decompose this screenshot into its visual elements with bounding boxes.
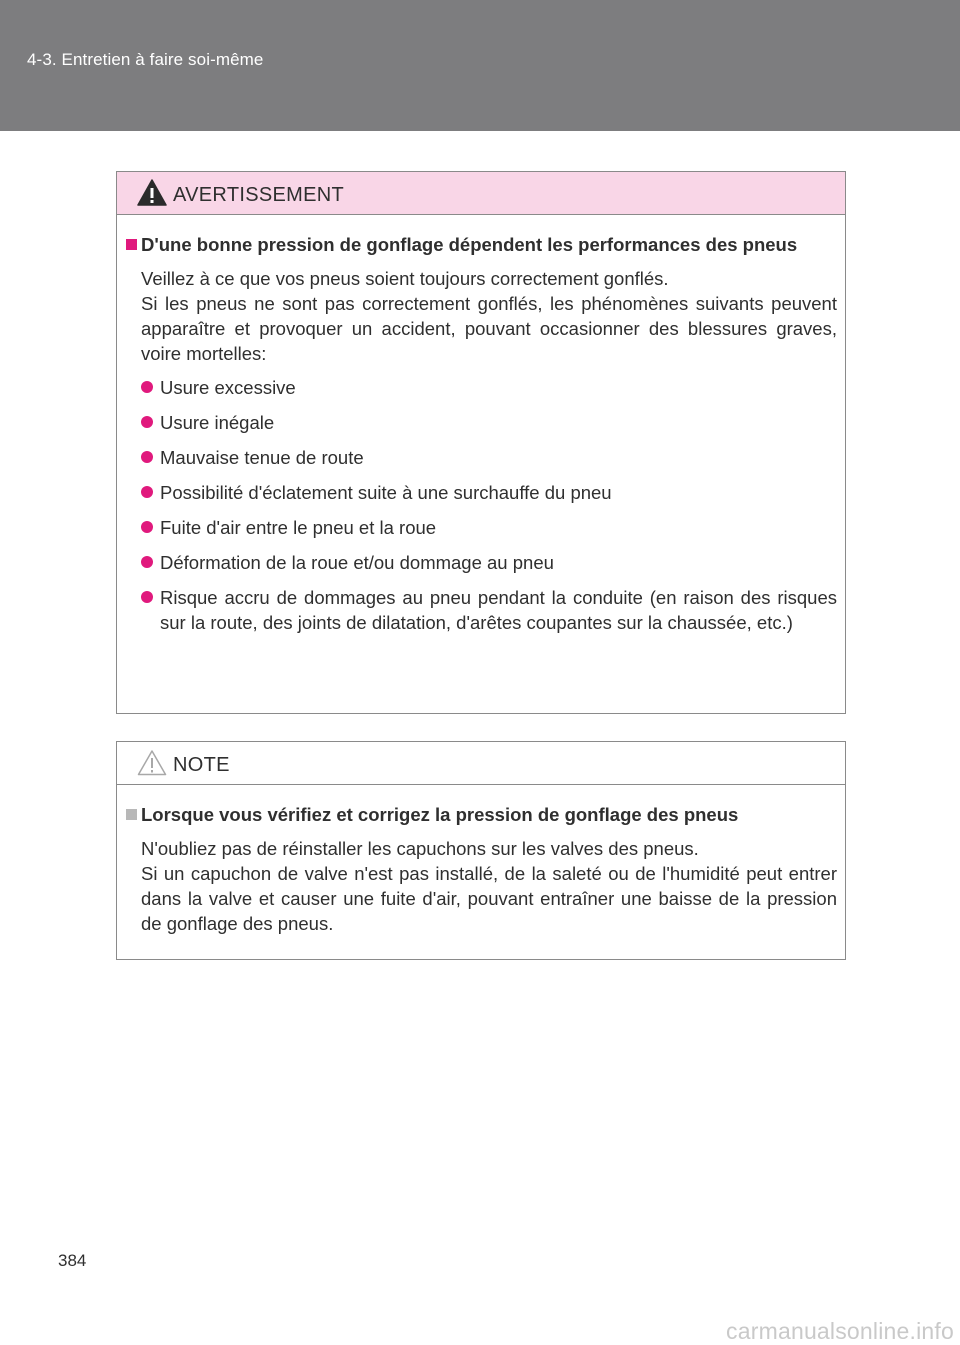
warning-box-header (117, 172, 845, 215)
note-paragraph-2: Si un capuchon de valve n'est pas installé, de la saleté ou de l'humidité peut entrer dans la valve et causer une fuite d'air, pouvant entraîner une baisse de la pression de gonflage des pneus. (141, 863, 837, 934)
note-section-title: Lorsque vous vérifiez et corrigez la pression de gonflage des pneus (141, 804, 739, 825)
list-item: Usure excessive (141, 375, 837, 400)
warning-paragraph (126, 266, 837, 366)
warning-paragraph-2: Si les pneus ne sont pas correctement gonflés, les phénomènes suivants peuvent apparaître et provoquer un accident, pouvant occasionner des blessures graves, voire mortelles: (141, 293, 837, 364)
list-item: Fuite d'air entre le pneu et la roue (141, 515, 837, 540)
bullet-dot-icon (141, 556, 153, 568)
list-item: Risque accru de dommages au pneu pendant la conduite (en raison des risques sur la route, des joints de dilatation, d'arêtes coupantes sur la chaussée, etc.) (141, 585, 837, 635)
list-item: Déformation de la roue et/ou dommage au pneu (141, 550, 837, 575)
page-header (0, 0, 960, 131)
warning-box (116, 171, 846, 714)
watermark: carmanualsonline.info (726, 1318, 954, 1344)
warning-title: AVERTISSEMENT (173, 184, 344, 206)
square-bullet-icon (126, 809, 137, 820)
note-section-heading (126, 802, 837, 827)
warning-section-heading (126, 232, 837, 257)
note-paragraph (126, 836, 837, 936)
warning-paragraph-1: Veillez à ce que vos pneus soient toujours correctement gonflés. (141, 268, 669, 289)
bullet-dot-icon (141, 451, 153, 463)
note-body (117, 802, 845, 936)
square-bullet-icon (126, 239, 137, 250)
list-item: Mauvaise tenue de route (141, 445, 837, 470)
note-box-header (117, 742, 845, 785)
warning-body (117, 232, 845, 635)
note-paragraph-1: N'oubliez pas de réinstaller les capuchons sur les valves des pneus. (141, 838, 699, 859)
list-item: Usure inégale (141, 410, 837, 435)
caution-triangle-outline-icon (137, 749, 167, 776)
warning-bullet-list (126, 375, 837, 635)
bullet-dot-icon (141, 521, 153, 533)
bullet-dot-icon (141, 381, 153, 393)
bullet-dot-icon (141, 486, 153, 498)
section-title: 4-3. Entretien à faire soi-même (27, 50, 264, 69)
warning-section-title: D'une bonne pression de gonflage dépendent les performances des pneus (141, 234, 798, 255)
list-item: Possibilité d'éclatement suite à une surchauffe du pneu (141, 480, 837, 505)
page-number: 384 (58, 1251, 87, 1270)
bullet-dot-icon (141, 591, 153, 603)
bullet-dot-icon (141, 416, 153, 428)
note-box (116, 741, 846, 960)
note-title: NOTE (173, 754, 230, 776)
warning-triangle-icon (137, 179, 167, 206)
